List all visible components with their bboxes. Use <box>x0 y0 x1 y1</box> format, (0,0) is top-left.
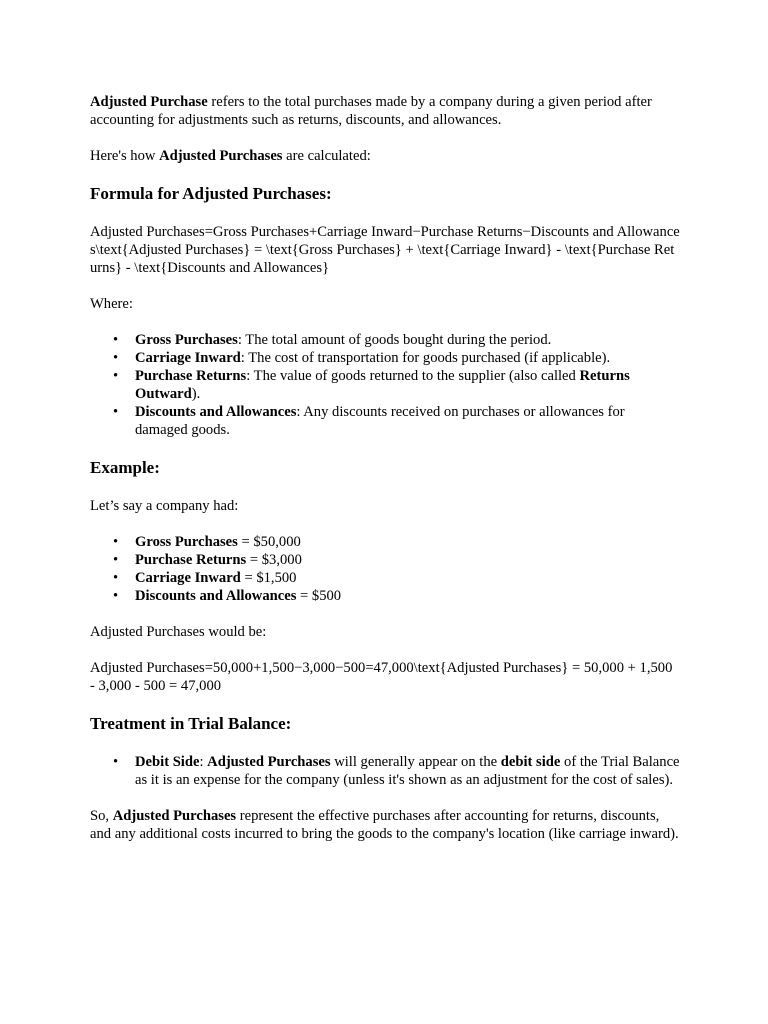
trial-term-debit: debit side <box>500 754 561 770</box>
example-value: = $3,000 <box>246 552 302 568</box>
trial-text-closing: of the Trial Balance as it is an expense for the company (unless it's shown as an adjustment for the cost of sales). <box>135 754 680 788</box>
conclusion-paragraph <box>90 807 680 843</box>
list-item <box>113 403 680 439</box>
example-value: = $1,500 <box>240 570 297 586</box>
bullet-icon: • <box>113 570 119 586</box>
trial-balance-heading: Treatment in Trial Balance: <box>90 714 292 733</box>
intro-term: Adjusted Purchase <box>90 94 208 110</box>
conclusion-prefix: So, <box>90 808 113 824</box>
how-suffix: are calculated: <box>282 148 371 164</box>
definition-term-secondary: Returns Outward <box>135 368 630 402</box>
example-value: = $50,000 <box>237 534 301 550</box>
document-body <box>90 93 680 861</box>
definition-text: : Any discounts received on purchases or allowances for damaged goods. <box>135 404 625 438</box>
trial-text: will generally appear on the <box>330 754 501 770</box>
trial-separator: : <box>199 754 208 770</box>
trial-term-secondary: Adjusted Purchases <box>207 754 331 770</box>
list-item <box>113 331 680 349</box>
list-item <box>113 551 680 569</box>
list-item <box>113 533 680 551</box>
list-item <box>113 587 680 605</box>
intro-paragraph <box>90 93 680 129</box>
bullet-icon: • <box>113 350 119 366</box>
list-item <box>113 569 680 587</box>
definition-term: Purchase Returns <box>135 368 247 384</box>
bullet-icon: • <box>113 534 119 550</box>
bullet-icon: • <box>113 754 119 770</box>
bullet-icon: • <box>113 368 119 384</box>
definition-term: Gross Purchases <box>135 332 238 348</box>
example-intro: Let’s say a company had: <box>90 498 239 514</box>
example-list <box>90 533 680 605</box>
where-label: Where: <box>90 296 133 312</box>
example-heading: Example: <box>90 458 160 477</box>
formula-heading: Formula for Adjusted Purchases: <box>90 184 332 203</box>
how-term: Adjusted Purchases <box>159 148 283 164</box>
bullet-icon: • <box>113 588 119 604</box>
intro-text: refers to the total purchases made by a company during a given period after accounting for adjustments such as returns, discounts, and allowances. <box>90 94 652 128</box>
trial-balance-list <box>90 753 680 789</box>
trial-term: Debit Side <box>135 754 200 770</box>
how-prefix: Here's how <box>90 148 160 164</box>
how-paragraph <box>90 147 680 165</box>
list-item <box>113 367 680 403</box>
definition-text-closing: ). <box>191 386 201 402</box>
would-be-label: Adjusted Purchases would be: <box>90 624 267 640</box>
calculation-text: Adjusted Purchases=50,000+1,500−3,000−500=47,000\text{Adjusted Purchases} = 50,000 + 1,500 - 3,000 - 500 = 47,000 <box>90 660 673 694</box>
conclusion-term: Adjusted Purchases <box>112 808 237 824</box>
example-term: Purchase Returns <box>135 552 247 568</box>
definition-text: : The cost of transportation for goods purchased (if applicable). <box>240 350 611 366</box>
definition-text: : The total amount of goods bought during the period. <box>237 332 552 348</box>
example-term: Carriage Inward <box>135 570 241 586</box>
bullet-icon: • <box>113 404 119 420</box>
definitions-list <box>90 331 680 439</box>
bullet-icon: • <box>113 552 119 568</box>
list-item <box>113 349 680 367</box>
example-term: Discounts and Allowances <box>135 588 297 604</box>
definition-text: : The value of goods returned to the supplier (also called <box>246 368 580 384</box>
definition-term: Carriage Inward <box>135 350 241 366</box>
list-item <box>113 753 680 789</box>
conclusion-text: represent the effective purchases after accounting for returns, discounts, and any additional costs incurred to bring the goods to the company's location (like carriage inward). <box>90 808 679 842</box>
example-value: = $500 <box>296 588 342 604</box>
bullet-icon: • <box>113 332 119 348</box>
formula-text: Adjusted Purchases=Gross Purchases+Carriage Inward−Purchase Returns−Discounts and Allowances\text{Adjusted Purchases} = \text{Gross Purchases} + \text{Carriage Inward} - \text{Purchase Returns} - \text{Discounts and Allowances} <box>90 224 680 276</box>
example-term: Gross Purchases <box>135 534 238 550</box>
definition-term: Discounts and Allowances <box>135 404 297 420</box>
